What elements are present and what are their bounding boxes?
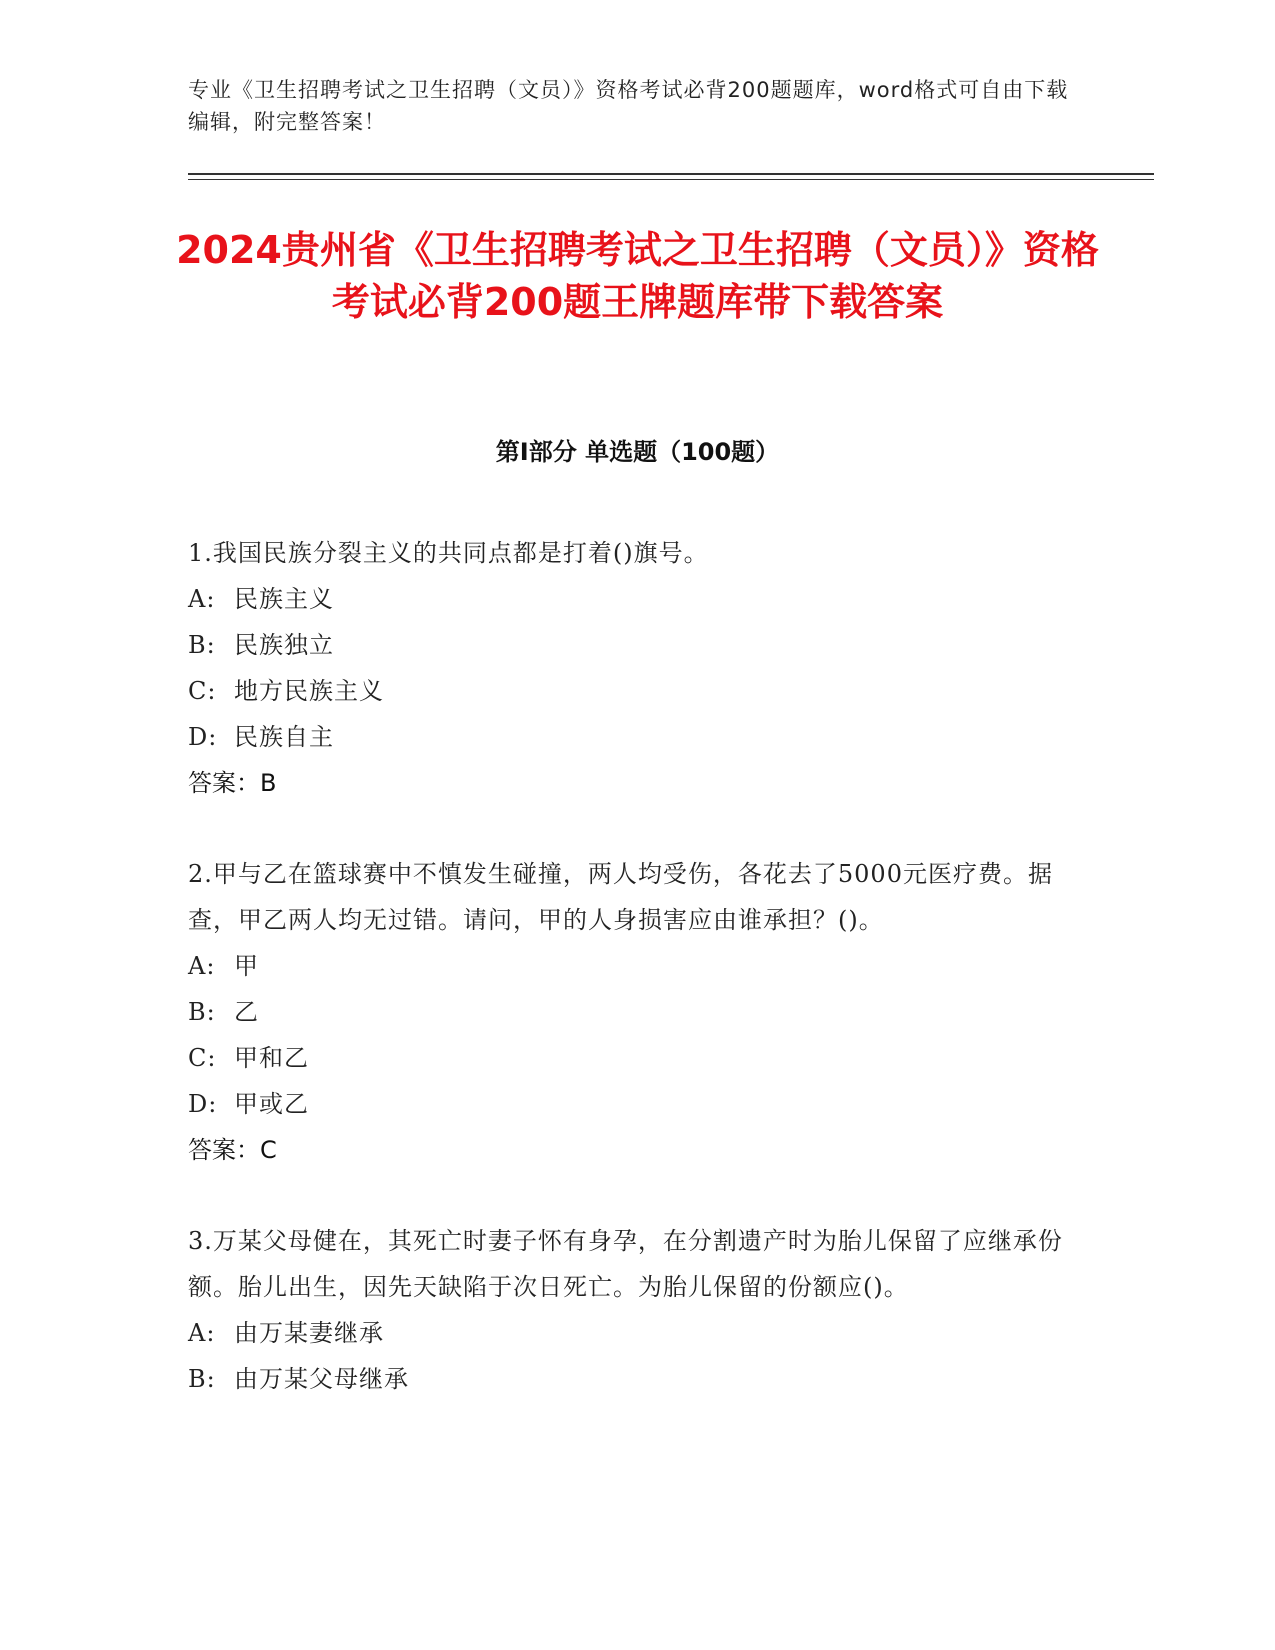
option-letter: A: <box>188 585 216 613</box>
option-letter: B: <box>188 631 216 659</box>
option-a <box>188 1310 1068 1356</box>
option-text: 甲和乙 <box>234 1044 309 1072</box>
header-divider-thin <box>188 179 1154 180</box>
option-letter: A: <box>188 952 216 980</box>
option-c <box>188 1035 1068 1081</box>
option-b <box>188 989 1068 1035</box>
header-note: 专业《卫生招聘考试之卫生招聘（文员）》资格考试必背200题题库，word格式可自由下载编辑，附完整答案！ <box>188 78 1069 134</box>
option-text: 民族自主 <box>234 723 334 751</box>
option-letter: D: <box>188 723 218 751</box>
option-c <box>188 668 1068 714</box>
question-2 <box>188 851 1068 1173</box>
option-a <box>188 943 1068 989</box>
option-text: 甲 <box>234 952 259 980</box>
answer-line: 答案：C <box>188 1136 277 1164</box>
option-d <box>188 1081 1068 1127</box>
option-text: 民族主义 <box>234 585 334 613</box>
option-text: 民族独立 <box>234 631 334 659</box>
option-text: 由万某妻继承 <box>234 1319 384 1347</box>
question-3 <box>188 1218 1068 1402</box>
option-letter: B: <box>188 1365 216 1393</box>
option-letter: A: <box>188 1319 216 1347</box>
option-letter: D: <box>188 1090 218 1118</box>
answer-line: 答案：B <box>188 769 277 797</box>
question-stem: 3.万某父母健在，其死亡时妻子怀有身孕，在分割遗产时为胎儿保留了应继承份额。胎儿出生，因先天缺陷于次日死亡。为胎儿保留的份额应()。 <box>188 1227 1063 1301</box>
section-title: 第I部分 单选题（100题） <box>495 438 780 466</box>
option-d <box>188 714 1068 760</box>
question-stem: 1.我国民族分裂主义的共同点都是打着()旗号。 <box>188 539 709 567</box>
option-text: 地方民族主义 <box>234 677 384 705</box>
question-list <box>188 530 1068 1447</box>
document-title: 2024贵州省《卫生招聘考试之卫生招聘（文员）》资格考试必背200题王牌题库带下载答案 <box>176 228 1099 324</box>
question-stem: 2.甲与乙在篮球赛中不慎发生碰撞，两人均受伤，各花去了5000元医疗费。据查，甲乙两人均无过错。请问，甲的人身损害应由谁承担？()。 <box>188 860 1053 934</box>
option-letter: C: <box>188 1044 217 1072</box>
header-divider-thick <box>188 173 1154 175</box>
option-a <box>188 576 1068 622</box>
question-1 <box>188 530 1068 806</box>
option-text: 甲或乙 <box>234 1090 309 1118</box>
option-letter: C: <box>188 677 217 705</box>
option-text: 由万某父母继承 <box>234 1365 409 1393</box>
option-b <box>188 622 1068 668</box>
option-b <box>188 1356 1068 1402</box>
option-text: 乙 <box>234 998 259 1026</box>
option-letter: B: <box>188 998 216 1026</box>
